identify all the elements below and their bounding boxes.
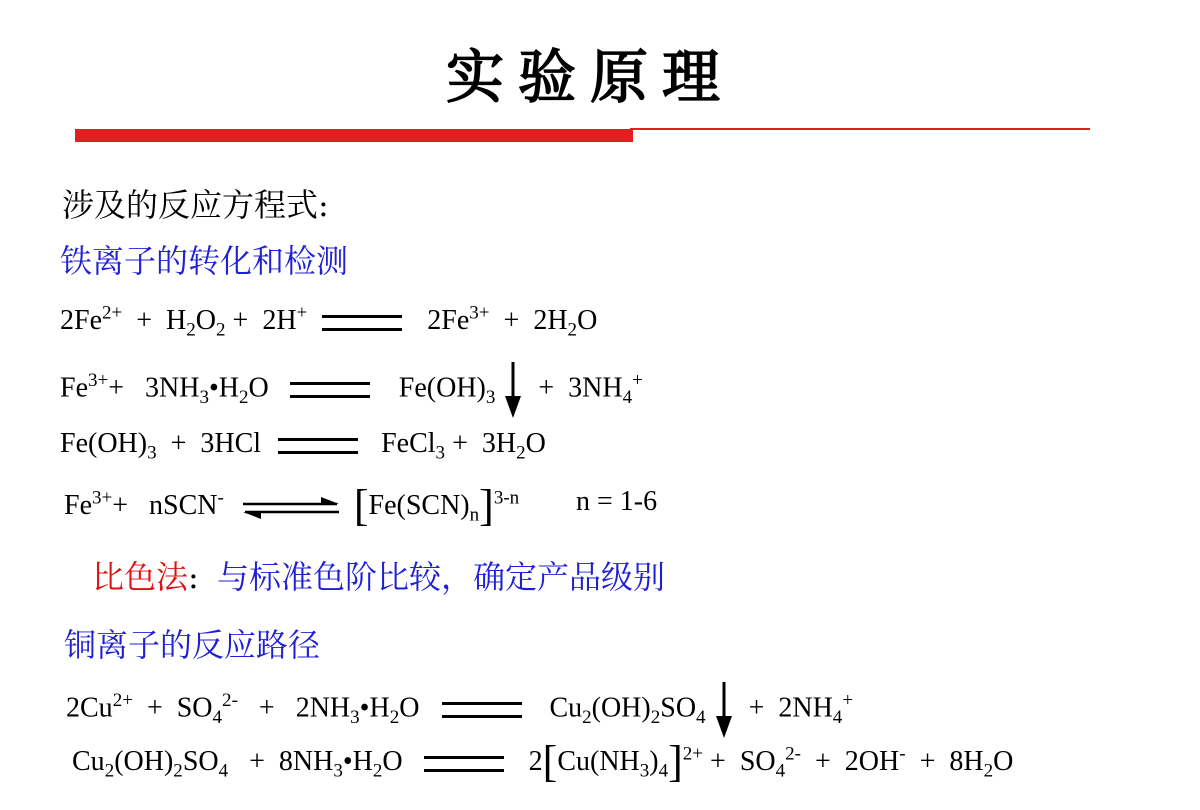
equation-iron-hydroxide: $Fe^{3+}+$ $3NH_3•H_2O$ $Fe(OH)_3 + 3NH_4^+$	[60, 362, 643, 418]
equilibrium-arrow-icon	[241, 497, 341, 519]
title-underline-thin	[630, 128, 1090, 130]
precipitate-arrow-icon	[502, 362, 524, 418]
slide-title: 实验原理	[445, 43, 734, 111]
colorimetry-label: 比色法	[92, 558, 189, 596]
equals-sign	[424, 756, 504, 772]
n-range: n = 1-6	[576, 486, 658, 517]
colorimetry-colon: :	[188, 558, 199, 596]
copper-heading: 铜离子的反应路径	[64, 626, 321, 664]
equation-iron-thiocyanate: $Fe^{3+}+$ nSCN- $[Fe(SCN)_n]^{3-n}$	[64, 481, 520, 530]
title-underline-thick	[75, 129, 633, 142]
equation-copper-basic-sulfate: $2Cu^{2+} + SO_4^{2-}$ + $2NH_3•H_2O$ $Cu_2(OH)_2SO_4 + 2NH_4^+$	[66, 682, 853, 738]
equals-sign	[278, 438, 358, 454]
equation-iron-chloride: $Fe(OH)_3 + 3HCl$ FeCl$_3$ + $3H_2O$	[60, 428, 546, 464]
intro-label: 涉及的反应方程式:	[62, 186, 329, 224]
equals-sign	[442, 702, 522, 718]
equation-copper-ammine-complex: $Cu_2(OH)_2SO_4$ + $8NH_3•H_2O$ $2[Cu(NH_3)_4]^{2+} + SO_4^{2-} + 2OH^- + 8H_2O$	[72, 737, 1014, 786]
equals-sign	[290, 382, 370, 398]
equation-iron-oxidation: $2Fe^{2+} + H_2O_2 + 2H^+$ $2Fe^{3+} + 2H_2O$	[60, 302, 598, 341]
colorimetry-text: 与标准色阶比较，确定产品级别	[216, 558, 665, 596]
equals-sign	[322, 315, 402, 331]
precipitate-arrow-icon	[713, 682, 735, 738]
iron-heading: 铁离子的转化和检测	[60, 242, 349, 280]
colorimetry-line	[92, 552, 665, 598]
